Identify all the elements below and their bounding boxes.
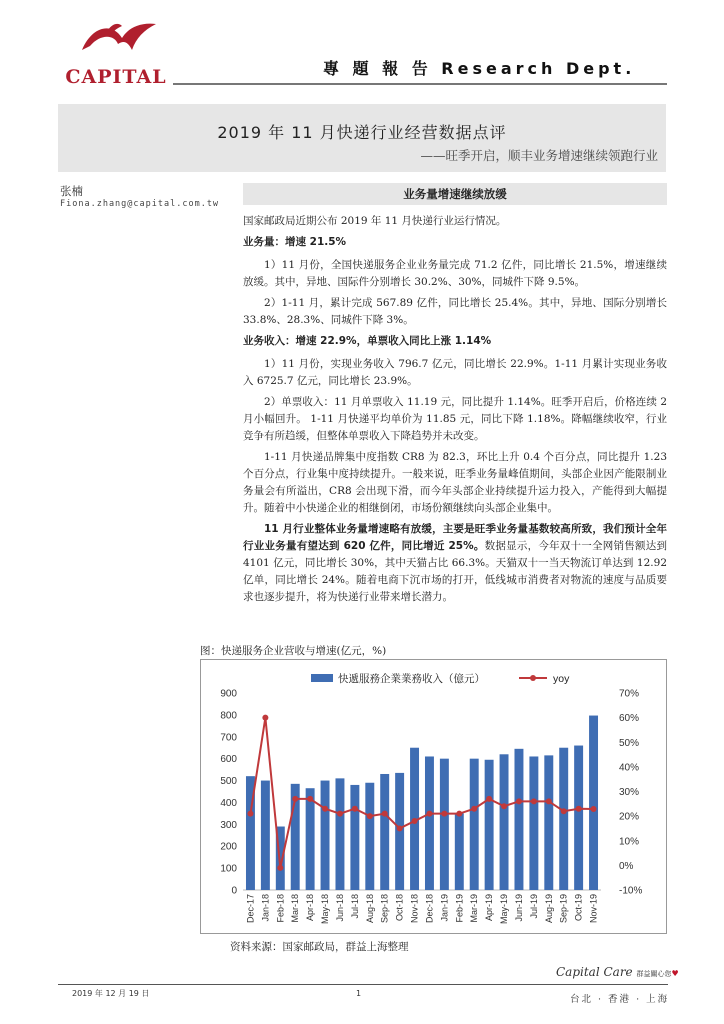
bar bbox=[306, 788, 315, 890]
outlook-bold: 11 月行业整体业务量增速略有放缓，主要是旺季业务量基数较高所致，我们预计全年行业业务量有望达到 620 亿件，同比增近 25%。 bbox=[243, 523, 667, 552]
footer-brand-text: Capital Care bbox=[556, 965, 633, 979]
revenue-paragraph-2: 2）单票收入：11 月单票收入 11.19 元，同比提升 1.14%。旺季开启后，价格连续 2 月小幅回升。 1-11 月快递平均单价为 11.85 元，同比下降 1.18%。降幅继续收窄，行业竞争有所趋缓，但整体单票收入下降趋势并未改变。 bbox=[243, 396, 667, 442]
yoy-point bbox=[247, 811, 253, 817]
bar bbox=[425, 756, 434, 890]
x-tick-label: Jun-18 bbox=[334, 894, 345, 922]
bar bbox=[335, 778, 344, 890]
y2-tick-label: 30% bbox=[619, 787, 640, 798]
figure-chart bbox=[200, 659, 667, 934]
bar bbox=[321, 781, 330, 890]
y-tick-label: 200 bbox=[220, 841, 237, 853]
bar bbox=[514, 749, 523, 890]
yoy-point bbox=[516, 798, 522, 804]
yoy-point bbox=[367, 813, 373, 819]
report-title: 專 題 報 告 Research Dept. bbox=[323, 59, 636, 78]
y2-tick-label: -10% bbox=[619, 885, 643, 897]
x-tick-label: Jul-18 bbox=[349, 894, 360, 919]
title-band bbox=[58, 104, 666, 172]
main-title: 2019 年 11 月快递行业经营数据点评 bbox=[217, 123, 507, 142]
x-tick-label: Nov-19 bbox=[588, 894, 599, 924]
bar bbox=[261, 781, 270, 890]
legend-bar-swatch bbox=[311, 674, 333, 682]
yoy-point bbox=[486, 796, 492, 802]
bar bbox=[485, 760, 494, 890]
volume-paragraph-2: 2）1-11 月，累计完成 567.89 亿件，同比增长 25.4%。其中，异地、国际分别增长 33.8%、28.3%、同城件下降 3%。 bbox=[243, 297, 667, 326]
outlook-paragraph bbox=[243, 521, 667, 606]
yoy-point bbox=[262, 715, 268, 721]
figure-label: 图：快递服务企业营收与增速(亿元，%) bbox=[200, 645, 387, 657]
x-tick-label: Feb-18 bbox=[275, 894, 286, 923]
x-tick-label: Aug-19 bbox=[543, 894, 554, 924]
volume-paragraph-1: 1）11 月份，全国快递服务企业业务量完成 71.2 亿件，同比增长 21.5%，增速继续放缓。其中，异地、国际件分别增长 30.2%、30%，同城件下降 9.5%。 bbox=[243, 259, 667, 288]
y-tick-label: 500 bbox=[220, 776, 237, 788]
sub-title: ——旺季开启，顺丰业务增速继续领跑行业 bbox=[420, 148, 658, 163]
yoy-point bbox=[576, 806, 582, 812]
yoy-point bbox=[561, 808, 567, 814]
article-body bbox=[243, 213, 667, 610]
yoy-point bbox=[426, 811, 432, 817]
y-tick-label: 900 bbox=[220, 688, 237, 700]
yoy-point bbox=[337, 811, 343, 817]
x-tick-label: Dec-18 bbox=[424, 894, 435, 924]
yoy-point bbox=[441, 811, 447, 817]
bar bbox=[544, 755, 553, 890]
x-tick-label: Sep-19 bbox=[558, 894, 569, 924]
yoy-point bbox=[546, 798, 552, 804]
bar bbox=[470, 759, 479, 890]
yoy-point bbox=[322, 806, 328, 812]
footer-brand-small: 群益關心您 bbox=[636, 970, 672, 978]
x-tick-label: Apr-18 bbox=[305, 894, 316, 922]
yoy-point bbox=[471, 806, 477, 812]
bar bbox=[500, 754, 509, 890]
yoy-point bbox=[591, 806, 597, 812]
y-tick-label: 700 bbox=[220, 732, 237, 744]
x-tick-label: Jan-18 bbox=[260, 894, 271, 922]
yoy-line bbox=[250, 718, 593, 868]
x-tick-label: Sep-18 bbox=[379, 894, 390, 924]
intro-paragraph: 国家邮政局近期公布 2019 年 11 月快递行业运行情况。 bbox=[243, 215, 507, 227]
x-tick-label: May-18 bbox=[320, 894, 331, 925]
x-tick-label: Dec-17 bbox=[245, 894, 256, 924]
y-tick-label: 400 bbox=[220, 797, 237, 809]
bar bbox=[529, 756, 538, 890]
x-tick-label: Nov-18 bbox=[409, 894, 420, 924]
legend-line-marker bbox=[530, 675, 536, 681]
page-number: 1 bbox=[356, 989, 362, 998]
yoy-point bbox=[531, 798, 537, 804]
footer-brand bbox=[556, 965, 679, 979]
logo-text: CAPITAL bbox=[65, 66, 167, 88]
legend-line-label: yoy bbox=[553, 673, 570, 685]
header-divider bbox=[173, 83, 667, 85]
yoy-point bbox=[352, 806, 358, 812]
bar bbox=[589, 716, 598, 890]
author-name: 张楠 bbox=[60, 184, 83, 198]
yoy-point bbox=[292, 796, 298, 802]
capital-logo bbox=[60, 20, 172, 90]
eagle-logo-icon bbox=[78, 20, 158, 64]
revenue-paragraph-1: 1）11 月份，实现业务收入 796.7 亿元，同比增长 22.9%。1-11 月累计实现业务收入 6725.7 亿元，同比增长 23.9%。 bbox=[243, 358, 667, 387]
figure-source: 资料来源：国家邮政局，群益上海整理 bbox=[230, 941, 409, 953]
y2-tick-label: 70% bbox=[619, 688, 640, 700]
x-tick-label: Mar-19 bbox=[469, 894, 480, 923]
footer-date: 2019 年 12 月 19 日 bbox=[72, 989, 150, 998]
y2-tick-label: 40% bbox=[619, 762, 640, 774]
volume-heading: 业务量：增速 21.5% bbox=[243, 236, 347, 248]
y2-tick-label: 20% bbox=[619, 811, 640, 823]
x-tick-label: Oct-19 bbox=[573, 894, 584, 922]
bar bbox=[395, 773, 404, 890]
heart-icon: ♥ bbox=[671, 969, 679, 978]
bar bbox=[350, 785, 359, 890]
x-tick-label: Apr-19 bbox=[484, 894, 495, 922]
yoy-point bbox=[307, 796, 313, 802]
y2-tick-label: 60% bbox=[619, 713, 640, 725]
bar bbox=[574, 746, 583, 890]
concentration-paragraph: 1-11 月快递品牌集中度指数 CR8 为 82.3，环比上升 0.4 个百分点，同比提升 1.23 个百分点，行业集中度持续提升。一般来说，旺季业务量峰值期间，头部企业因产能限制业务量会有所溢出，CR8 会出现下滑，而今年头部企业持续提升运力投入，产能得到大幅提升。随着中小快递企业的相继倒闭，市场份额继续向头部企业集中。 bbox=[243, 451, 667, 514]
x-tick-label: May-19 bbox=[499, 894, 510, 925]
x-tick-label: Aug-18 bbox=[364, 894, 375, 924]
bar bbox=[365, 783, 374, 890]
revenue-heading: 业务收入：增速 22.9%，单票收入同比上涨 1.14% bbox=[243, 335, 492, 347]
yoy-point bbox=[277, 865, 283, 871]
section-heading: 业务量增速继续放缓 bbox=[243, 183, 667, 205]
x-tick-label: Mar-18 bbox=[290, 894, 301, 923]
yoy-point bbox=[501, 803, 507, 809]
bar bbox=[380, 774, 389, 890]
x-tick-label: Oct-18 bbox=[394, 894, 405, 922]
x-tick-label: Jul-19 bbox=[528, 894, 539, 919]
y-tick-label: 600 bbox=[220, 754, 237, 766]
footer-cities: 台北 · 香港 · 上海 bbox=[570, 994, 670, 1005]
x-tick-label: Feb-19 bbox=[454, 894, 465, 923]
bar bbox=[440, 759, 449, 890]
y-tick-label: 800 bbox=[220, 710, 237, 722]
y-tick-label: 300 bbox=[220, 819, 237, 831]
y-tick-label: 0 bbox=[231, 885, 237, 897]
bar bbox=[559, 748, 568, 890]
y-tick-label: 100 bbox=[220, 863, 237, 875]
x-tick-label: Jun-19 bbox=[513, 894, 524, 922]
y2-tick-label: 10% bbox=[619, 836, 640, 848]
y2-tick-label: 50% bbox=[619, 737, 640, 749]
yoy-point bbox=[382, 811, 388, 817]
footer-divider bbox=[58, 984, 668, 985]
author-email[interactable]: Fiona.zhang@capital.com.tw bbox=[60, 199, 220, 209]
outlook-rest: 数据显示，今年双十一全网销售额达到 4101 亿元，同比增长 30%，其中天猫占比 66.3%。天猫双十一当天物流订单达到 12.92 亿单，同比增长 24%。随着电商下沉市场的打开，低线城市消费者对物流的速度与品质要求也逐步提升，将为快递行业带来增长潜力。 bbox=[243, 540, 667, 603]
chart-svg bbox=[201, 660, 666, 933]
x-tick-label: Jan-19 bbox=[439, 894, 450, 922]
yoy-point bbox=[456, 811, 462, 817]
legend-bar-label: 快遞服務企業業務收入（億元） bbox=[338, 673, 485, 685]
bar bbox=[455, 813, 464, 890]
yoy-point bbox=[397, 825, 403, 831]
yoy-point bbox=[412, 818, 418, 824]
y2-tick-label: 0% bbox=[619, 860, 634, 872]
